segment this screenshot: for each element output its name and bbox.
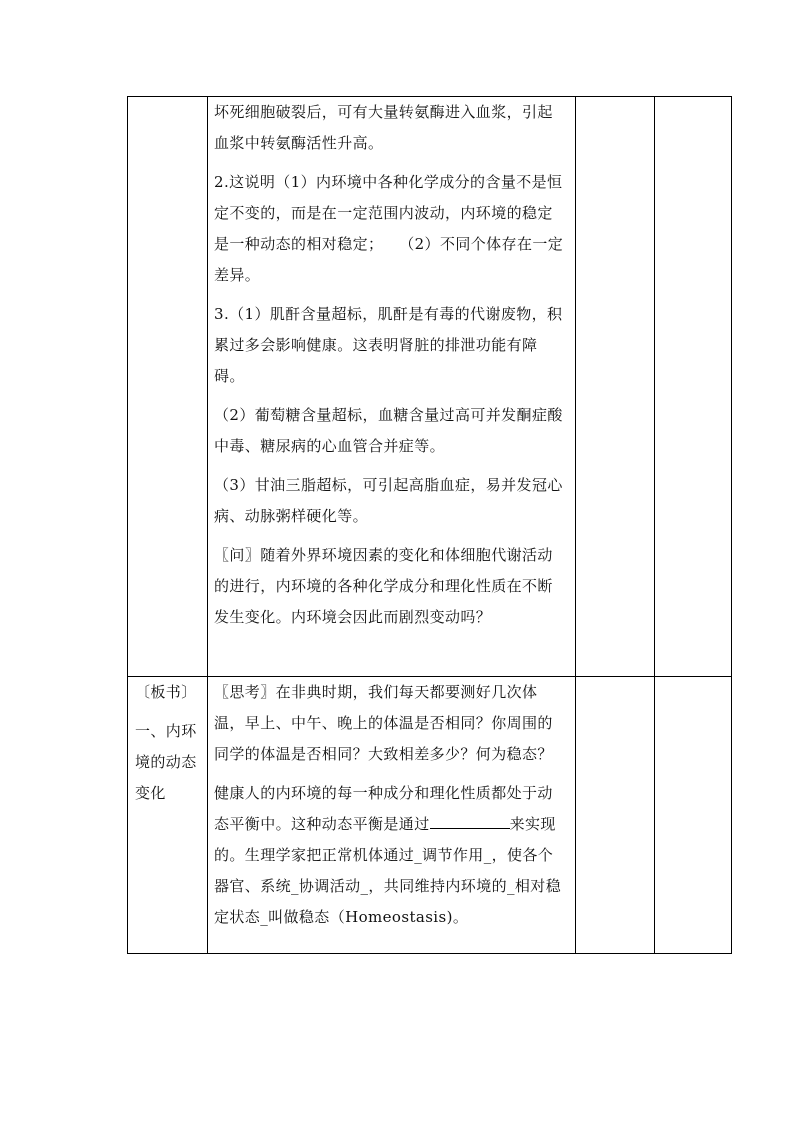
section-title: 一、内环境的动态变化 — [135, 722, 197, 802]
row1-content-cell — [214, 97, 566, 641]
definition-paragraph — [214, 778, 566, 933]
board-heading: 〔板书〕 — [135, 683, 197, 701]
row2-content-cell — [214, 677, 566, 941]
fill-in-blank — [430, 810, 510, 829]
column-divider-3 — [654, 96, 655, 954]
lesson-table — [127, 96, 732, 954]
paragraph-4: （2）葡萄糖含量超标，血糖含量过高可并发酮症酸中毒、糖尿病的心血管合并症等。 — [214, 406, 563, 455]
column-divider-2 — [575, 96, 576, 954]
paragraph-3: 3.（1）肌酐含量超标，肌酐是有毒的代谢废物，积累过多会影响健康。这表明肾脏的排泄功能有障碍。 — [214, 305, 563, 385]
table-left-border — [127, 96, 128, 954]
table-right-border — [731, 96, 732, 954]
definition-text-start: 健康人的内环境的每一种成分和理化性质都处于动态平衡中。这种动态平衡是通过 — [214, 784, 553, 833]
think-paragraph: 〖思考〗在非典时期，我们每天都要测好几次体温，早上、中午、晚上的体温是否相同？你周围的同学的体温是否相同？大致相差多少？何为稳态？ — [214, 683, 553, 763]
question-paragraph: 〖问〗随着外界环境因素的变化和体细胞代谢活动的进行，内环境的各种化学成分和理化性质在不断发生变化。内环境会因此而剧烈变动吗？ — [214, 546, 553, 626]
definition-text-end: 来实现的。生理学家把正常机体通过_调节作用_，使各个器官、系统_协调活动_，共同维持内环境的_相对稳定状态_叫做稳态（Homeostasis)。 — [214, 815, 562, 926]
column-divider-1 — [207, 96, 208, 954]
paragraph-2: 2.这说明（1）内环境中各种化学成分的含量不是恒定不变的，而是在一定范围内波动，内环境的稳定是一种动态的相对稳定； （2）不同个体存在一定差异。 — [214, 173, 564, 284]
paragraph-5: （3）甘油三脂超标，可引起高脂血症，易并发冠心病、动脉粥样硬化等。 — [214, 476, 563, 525]
paragraph-1: 坏死细胞破裂后，可有大量转氨酶进入血浆，引起血浆中转氨酶活性升高。 — [214, 103, 553, 152]
table-bottom-border — [127, 953, 732, 954]
row2-label-cell — [135, 677, 201, 817]
